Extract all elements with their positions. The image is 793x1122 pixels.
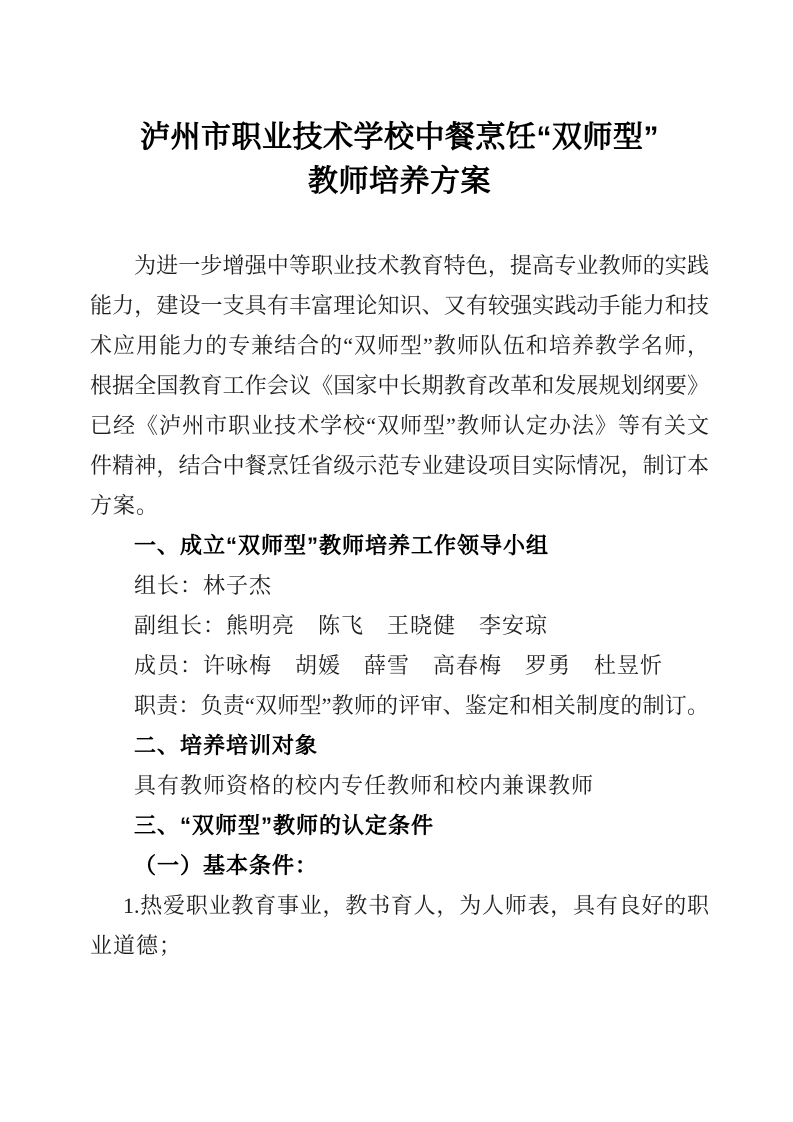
intro-line-5: 已经《泸州市职业技术学校“双师型”教师认定办法》等有关文 — [90, 413, 709, 438]
members-line: 成员：许咏梅 胡媛 薛雪 高春梅 罗勇 杜昱忻 — [134, 653, 664, 678]
condition-item-1-line-1: 1.热爱职业教育事业，教书育人，为人师表，具有良好的职 — [123, 893, 709, 918]
intro-line-6: 件精神，结合中餐烹饪省级示范专业建设项目实际情况，制订本 — [90, 453, 709, 478]
intro-line-7: 方案。 — [90, 493, 160, 518]
duty-line: 职责：负责“双师型”教师的评审、鉴定和相关制度的制订。 — [134, 693, 709, 718]
deputy-leader-line: 副组长：熊明亮 陈飞 王晓健 李安琼 — [134, 613, 549, 638]
basic-conditions-subheading: （一）基本条件： — [134, 853, 319, 878]
group-leader-line: 组长：林子杰 — [134, 573, 273, 598]
intro-line-2: 能力，建设一支具有丰富理论知识、又有较强实践动手能力和技 — [90, 293, 709, 318]
condition-item-1-line-2: 业道德； — [90, 933, 183, 958]
intro-line-4: 根据全国教育工作会议《国家中长期教育改革和发展规划纲要》 — [90, 373, 709, 398]
intro-line-3: 术应用能力的专兼结合的“双师型”教师队伍和培养教学名师， — [90, 333, 709, 358]
section-2-content: 具有教师资格的校内专任教师和校内兼课教师 — [134, 773, 595, 798]
title-line-1: 泸州市职业技术学校中餐烹饪“双师型” — [140, 121, 659, 154]
title-line-2: 教师培养方案 — [308, 165, 491, 198]
section-2-heading: 二、培养培训对象 — [134, 733, 319, 758]
section-3-heading: 三、“双师型”教师的认定条件 — [134, 813, 435, 838]
section-1-heading: 一、成立“双师型”教师培养工作领导小组 — [134, 533, 550, 558]
intro-line-1: 为进一步增强中等职业技术教育特色，提高专业教师的实践 — [134, 253, 709, 278]
document-title — [90, 116, 709, 204]
condition-item-1 — [90, 886, 709, 966]
intro-paragraph — [90, 246, 709, 526]
